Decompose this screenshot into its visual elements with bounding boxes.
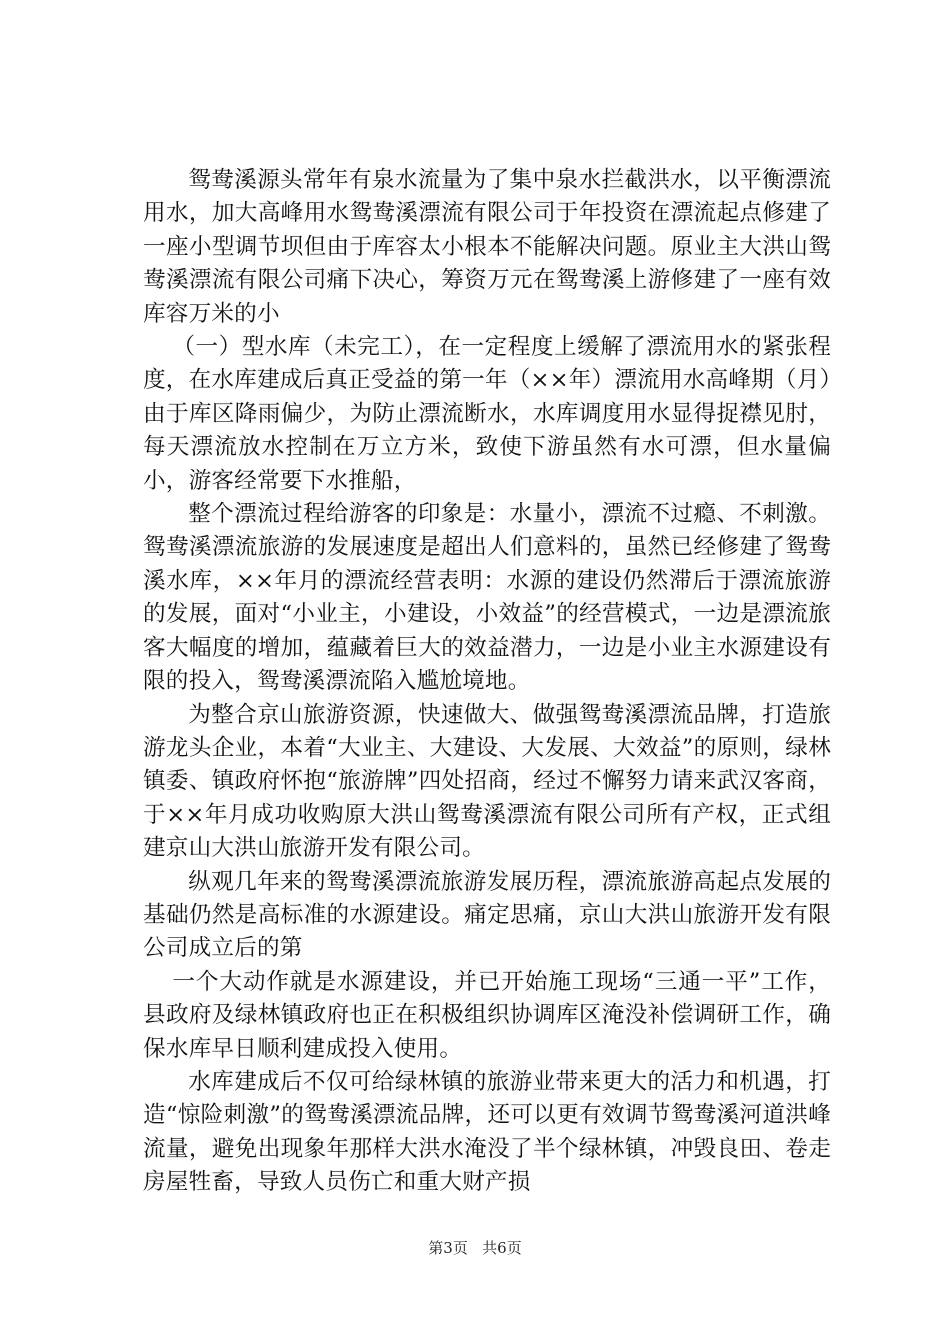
paragraph-6: 一个大动作就是水源建设，并已开始施工现场“三通一平”工作，县政府及绿林镇政府也正在积极组织协调库区淹没补偿调研工作，确保水库早日顺利建成投入使用。	[143, 968, 831, 1062]
page-number: 第3页	[428, 1239, 468, 1257]
page-total: 共6页	[482, 1239, 522, 1257]
paragraph-7: 水库建成后不仅可给绿林镇的旅游业带来更大的活力和机遇，打造“惊险刺激”的鸳鸯溪漂流品牌，还可以更有效调节鸳鸯溪河道洪峰流量，避免出现象年那样大洪水淹没了半个绿林镇，冲毁良田、卷走房屋牲畜，导致人员伤亡和重大财产损	[143, 1068, 831, 1196]
paragraph-3: 整个漂流过程给游客的印象是：水量小，漂流不过瘾、不刺激。鸳鸯溪漂流旅游的发展速度是超出人们意料的，虽然已经修建了鸳鸯溪水库，××年月的漂流经营表明：水源的建设仍然滞后于漂流旅游的发展，面对“小业主，小建设，小效益”的经营模式，一边是漂流旅客大幅度的增加，蕴藏着巨大的效益潜力，一边是小业主水源建设有限的投入，鸳鸯溪漂流陷入尴尬境地。	[143, 501, 831, 695]
paragraph-2: （一）型水库（未完工），在一定程度上缓解了漂流用水的紧张程度，在水库建成后真正受益的第一年（××年）漂流用水高峰期（月）由于库区降雨偏少，为防止漂流断水，水库调度用水显得捉襟见肘，每天漂流放水控制在万立方米，致使下游虽然有水可漂，但水量偏小，游客经常要下水推船，	[143, 334, 831, 494]
page-footer	[0, 1238, 950, 1258]
paragraph-4: 为整合京山旅游资源，快速做大、做强鸳鸯溪漂流品牌，打造旅游龙头企业，本着“大业主、大建设、大发展、大效益”的原则，绿林镇委、镇政府怀抱“旅游牌”四处招商，经过不懈努力请来武汉客商，于××年月成功收购原大洪山鸳鸯溪漂流有限公司所有产权，正式组建京山大洪山旅游开发有限公司。	[143, 701, 831, 862]
page-separator	[473, 1239, 478, 1257]
paragraph-5: 纵观几年来的鸳鸯溪漂流旅游发展历程，漂流旅游高起点发展的基础仍然是高标准的水源建设。痛定思痛，京山大洪山旅游开发有限公司成立后的第	[143, 868, 831, 962]
paragraph-1: 鸳鸯溪源头常年有泉水流量为了集中泉水拦截洪水，以平衡漂流用水，加大高峰用水鸳鸯溪漂流有限公司于年投资在漂流起点修建了一座小型调节坝但由于库容太小根本不能解决问题。原业主大洪山鸳鸯溪漂流有限公司痛下决心，筹资万元在鸳鸯溪上游修建了一座有效库容万米的小	[143, 167, 831, 327]
document-body	[143, 164, 831, 1200]
